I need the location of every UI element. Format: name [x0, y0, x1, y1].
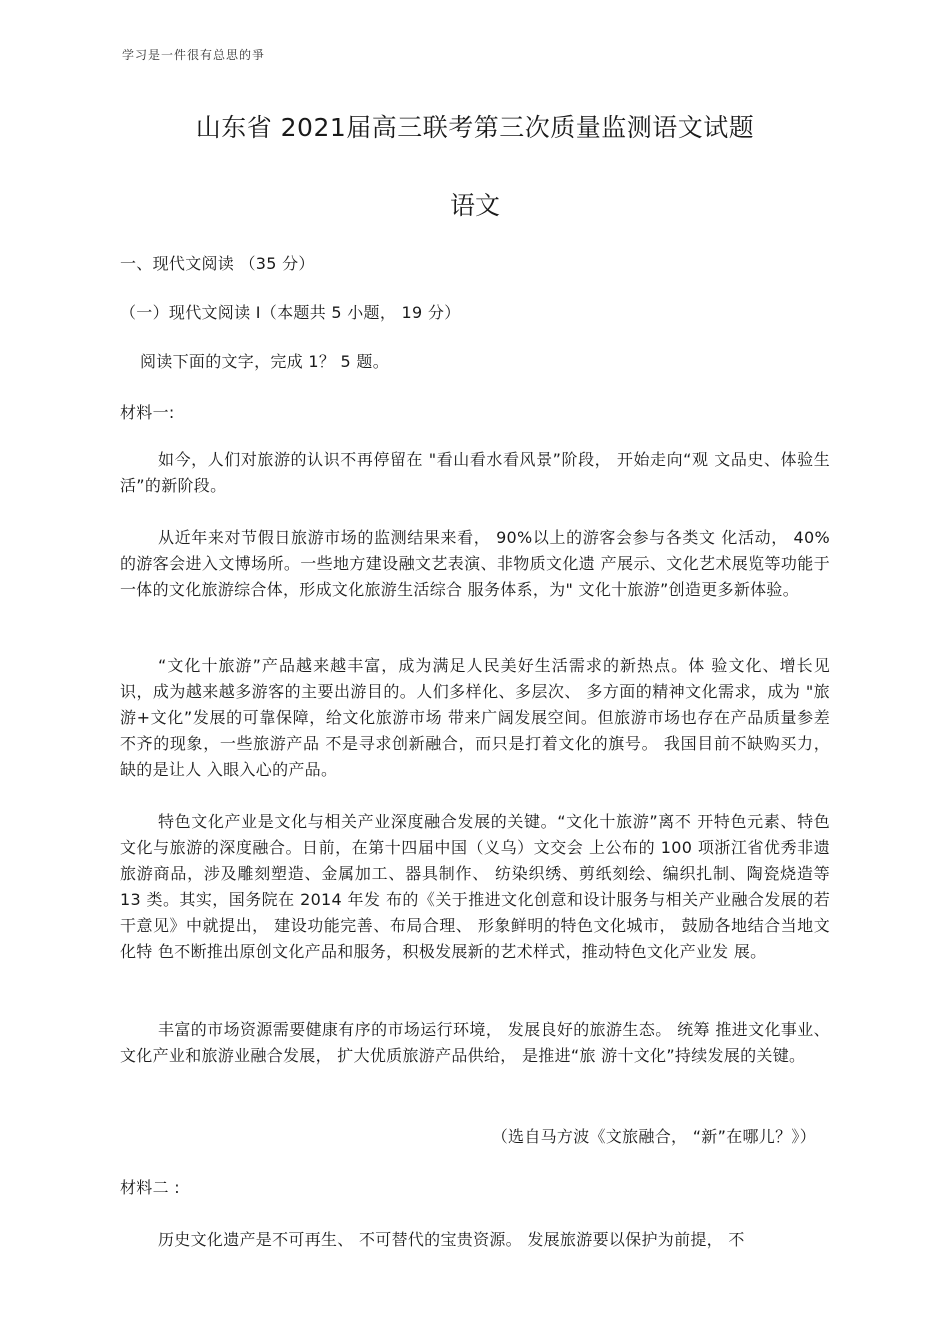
source-citation: （选自马方波《文旅融合， “新”在哪儿？》）: [491, 1127, 816, 1146]
section-heading: 一、现代文阅读 （35 分）: [120, 254, 315, 273]
reading-instruction: 阅读下面的文字，完成 1？ 5 题。: [140, 352, 390, 371]
subsection-heading: （一）现代文阅读 I（本题共 5 小题， 19 分）: [120, 303, 461, 322]
header-note: 学习是一件很有总思的爭: [122, 48, 266, 62]
material1-label: 材料一:: [120, 403, 175, 422]
paragraph-3: “文化十旅游”产品越来越丰富，成为满足人民美好生活需求的新热点。体 验文化、增长见识，成为越来越多游客的主要出游目的。人们多样化、多层次、 多方面的精神文化需求，成为 "旅游+文化”发展的可靠保障，给文化旅游市场 带来广阔发展空间。但旅游市场也存在产品质量参差不齐的现象，一些旅游产品 不是寻求创新融合，而只是打着文化的旗号。 我国目前不缺购买力， 缺的是让人 入眼入心的产品。: [120, 656, 830, 779]
material2-label: 材料二 :: [120, 1178, 180, 1197]
paragraph-1: 如今，人们对旅游的认识不再停留在 "看山看水看风景”阶段， 开始走向“观 文品史、体验生活”的新阶段。: [120, 450, 830, 495]
paragraph-5: 丰富的市场资源需要健康有序的市场运行环境， 发展良好的旅游生态。 统筹 推进文化事业、 文化产业和旅游业融合发展， 扩大优质旅游产品供给， 是推进“旅 游十文化”持续发展的关键。: [120, 1020, 830, 1065]
exam-title: 山东省 2021届高三联考第三次质量监测语文试题: [195, 113, 755, 142]
paragraph-2: 从近年来对节假日旅游市场的监测结果来看， 90%以上的游客会参与各类文 化活动， 40%的游客会进入文博场所。一些地方建设融文艺表演、非物质文化遗 产展示、文化艺术展览等功能于一体的文化旅游综合体，形成文化旅游生活综合 服务体系，为" 文化十旅游”创造更多新体验。: [120, 528, 830, 599]
material2-first-line: 历史文化遗产是不可再生、 不可替代的宝贵资源。 发展旅游要以保护为前提， 不: [158, 1230, 745, 1249]
subject-heading: 语文: [449, 191, 500, 220]
paragraph-4: 特色文化产业是文化与相关产业深度融合发展的关键。“文化十旅游”离不 开特色元素、特色文化与旅游的深度融合。日前，在第十四届中国（义乌）文交会 上公布的 100 项浙江省优秀非遗旅游商品，涉及雕刻塑造、金属加工、器具制作、 纺染织绣、剪纸刻绘、编织扎制、陶瓷烧造等 13 类。其实，国务院在 2014 年发 布的《关于推进文化创意和设计服务与相关产业融合发展的若干意见》中就提出， 建设功能完善、布局合理、 形象鲜明的特色文化城市， 鼓励各地结合当地文化特 色不断推出原创文化产品和服务，积极发展新的艺术样式，推动特色文化产业发 展。: [120, 812, 830, 961]
